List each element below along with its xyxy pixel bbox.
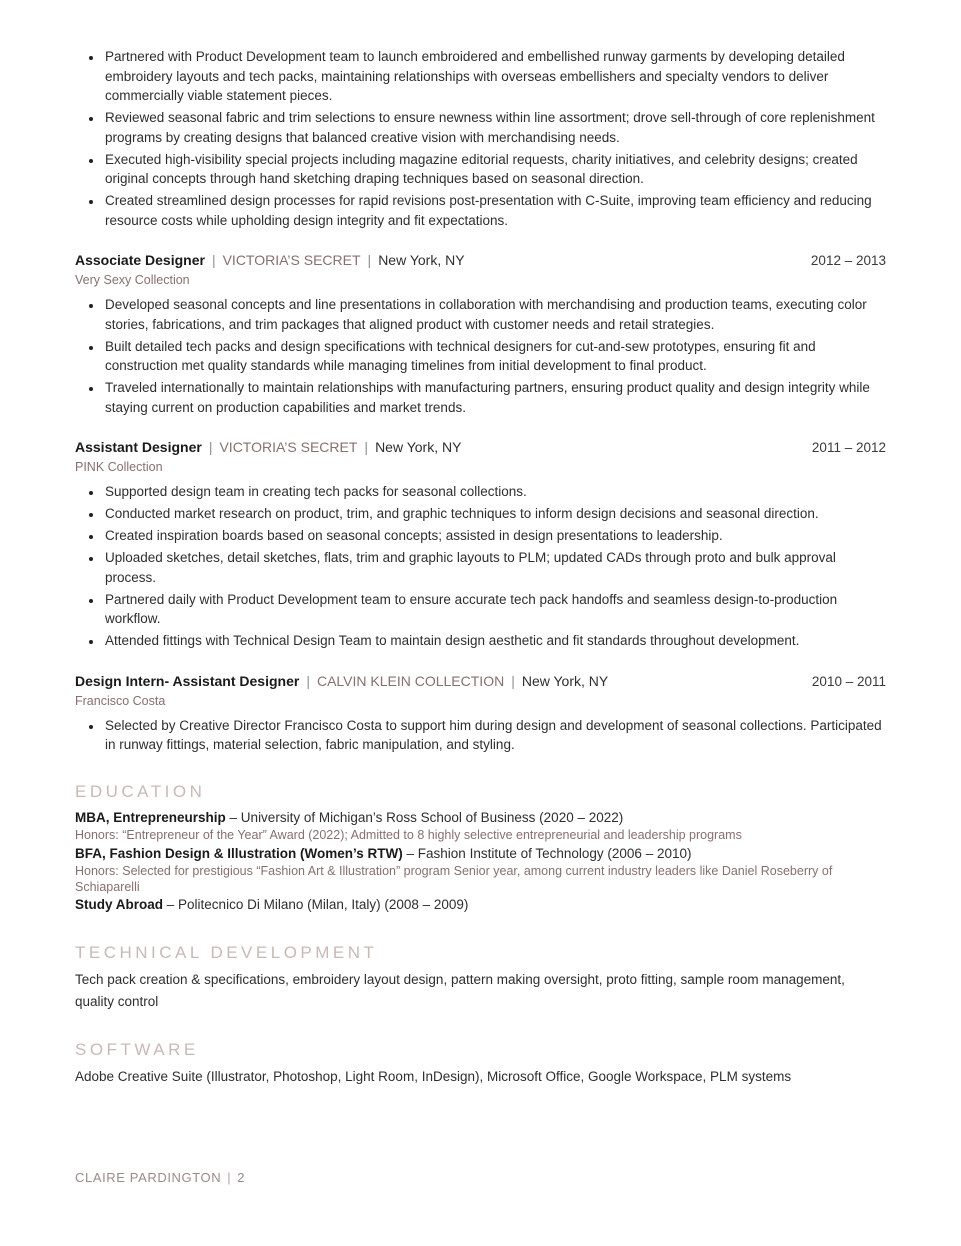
degree-detail: – University of Michigan’s Ross School of Business (2020 – 2022) — [229, 809, 624, 825]
degree-name: MBA, Entrepreneurship — [75, 809, 226, 825]
job-heading — [75, 250, 886, 270]
bullet-item: • Uploaded sketches, detail sketches, flats, trim and graphic layouts to PLM; updated CADs through proto and bulk approval process. — [103, 548, 886, 587]
degree-name: BFA, Fashion Design & Illustration (Women’s RTW) — [75, 845, 403, 861]
education-entry — [75, 844, 886, 896]
bullet-item: • Created inspiration boards based on seasonal concepts; assisted in design presentations to leadership. — [103, 526, 886, 546]
education-degree-line — [75, 895, 886, 916]
education-entry — [75, 808, 886, 844]
section-heading-education: EDUCATION — [75, 781, 206, 801]
job-title: Assistant Designer — [75, 439, 202, 455]
pipe-separator: | — [208, 439, 213, 455]
pipe-separator: | — [306, 672, 310, 689]
pipe-separator: | — [367, 252, 372, 268]
degree-detail: – Politecnico Di Milano (Milan, Italy) (2008 – 2009) — [166, 897, 469, 912]
education-degree-line — [75, 844, 886, 865]
job-subtitle: PINK Collection — [75, 460, 163, 474]
footer-name: CLAIRE PARDINGTON — [75, 1170, 222, 1185]
bullet-item: • Selected by Creative Director Francisco Costa to support him during design and development of seasonal collections. Participated in runway fittings, material selection, fabric manipulation, and styling. — [103, 716, 886, 755]
job-location: New York, NY — [375, 439, 462, 455]
bullet-item: • Supported design team in creating tech packs for seasonal collections. — [103, 482, 886, 502]
job-heading-left — [75, 671, 608, 691]
job-bullet-list — [75, 482, 886, 651]
job-bullet-list — [75, 295, 886, 417]
job-entry-design-intern — [75, 671, 886, 755]
job-subtitle: Very Sexy Collection — [75, 273, 190, 287]
job-heading-left — [75, 437, 461, 457]
pipe-separator: | — [364, 439, 369, 455]
degree-detail: – Fashion Institute of Technology (2006 – 2010) — [406, 845, 692, 861]
education-degree-line — [75, 808, 886, 829]
bullet-item: • Conducted market research on product, trim, and graphic techniques to inform design decisions and seasonal direction. — [103, 504, 886, 524]
experience-continued-bullet-list — [75, 47, 886, 230]
job-dates: 2011 – 2012 — [811, 440, 886, 455]
job-entry-associate-designer — [75, 250, 886, 417]
job-heading — [75, 671, 886, 691]
job-location: New York, NY — [378, 252, 465, 268]
job-subtitle: Francisco Costa — [75, 693, 166, 708]
pipe-separator: | — [211, 252, 216, 268]
job-heading-left — [75, 250, 465, 270]
company-name: CALVIN KLEIN COLLECTION — [316, 672, 505, 689]
job-title: Design Intern- Assistant Designer — [75, 672, 300, 689]
section-heading-software: SOFTWARE — [75, 1039, 199, 1059]
job-heading — [75, 437, 886, 457]
section-heading-technical-development: TECHNICAL DEVELOPMENT — [75, 942, 378, 962]
bullet-item: • Attended fittings with Technical Design Team to maintain design aesthetic and fit standards throughout development. — [103, 631, 886, 651]
bullet-item: • Partnered daily with Product Development team to ensure accurate tech pack handoffs and seamless design-to-production workflow. — [103, 590, 886, 629]
education-entry — [75, 895, 886, 916]
job-title: Associate Designer — [75, 252, 205, 268]
bullet-item: • Executed high-visibility special projects including magazine editorial requests, charity initiatives, and celebrity designs; created original concepts through hand sketching draping techniques based on seasonal direction. — [103, 150, 886, 189]
job-dates: 2010 – 2011 — [811, 673, 886, 689]
bullet-item: • Reviewed seasonal fabric and trim selections to ensure newness within line assortment; drove sell-through of core replenishment programs by creating designs that balanced creative vision with merchandising needs. — [103, 108, 886, 147]
footer-page-number: 2 — [237, 1170, 246, 1185]
degree-name: Study Abroad — [75, 897, 164, 912]
job-bullet-list — [75, 716, 886, 755]
bullet-item: • Developed seasonal concepts and line presentations in collaboration with merchandising and production teams, executing color stories, fabrications, and trim packages that aligned product with customer needs and retail strategies. — [103, 295, 886, 334]
bullet-item: • Built detailed tech packs and design specifications with technical designers for cut-and-sew prototypes, ensuring fit and construction met quality standards while managing timelines from initial development to final product. — [103, 337, 886, 376]
job-dates: 2012 – 2013 — [810, 253, 886, 268]
technical-development-text: Tech pack creation & specifications, embroidery layout design, pattern making oversight, proto fitting, sample room management, quality control — [75, 971, 845, 1009]
education-honors: Honors: Selected for prestigious “Fashion Art & Illustration” program Senior year, among current industry leaders like Daniel Roseberry of Schiaparelli — [75, 864, 833, 894]
page-footer — [75, 1170, 245, 1185]
pipe-separator: | — [227, 1170, 232, 1185]
job-entry-assistant-designer — [75, 437, 886, 651]
bullet-item: • Traveled internationally to maintain relationships with manufacturing partners, ensuring product quality and design integrity while staying current on production capabilities and market trends. — [103, 378, 886, 417]
company-name: VICTORIA’S SECRET — [222, 252, 361, 268]
education-honors: Honors: “Entrepreneur of the Year” Award (2022); Admitted to 8 highly selective entrepreneurial and leadership programs — [75, 828, 742, 842]
pipe-separator: | — [511, 672, 515, 689]
bullet-item: • Created streamlined design processes for rapid revisions post-presentation with C-Suite, improving team efficiency and reducing resource costs while upholding design integrity and fit expectations. — [103, 191, 886, 230]
bullet-item: • Partnered with Product Development team to launch embroidered and embellished runway garments by developing detailed embroidery layouts and tech packs, maintaining relationships with overseas embellishers and specialty vendors to deliver commercially viable statement pieces. — [103, 47, 886, 106]
company-name: VICTORIA’S SECRET — [219, 439, 358, 455]
job-location: New York, NY — [521, 672, 609, 689]
software-text: Adobe Creative Suite (Illustrator, Photoshop, Light Room, InDesign), Microsoft Office, Google Workspace, PLM systems — [75, 1068, 792, 1084]
